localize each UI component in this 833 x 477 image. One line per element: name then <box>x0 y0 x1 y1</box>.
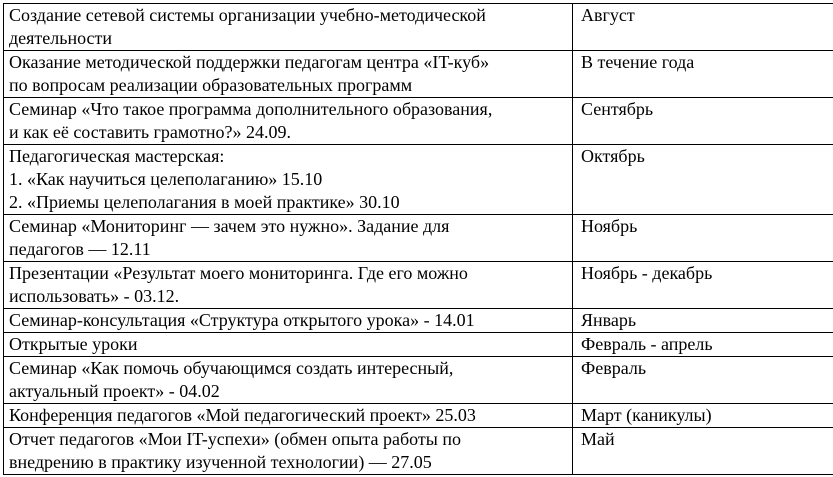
date-cell: Август <box>573 4 833 51</box>
date-cell: Февраль <box>573 357 833 404</box>
table-row <box>4 404 833 428</box>
event-cell: Семинар «Что такое программа дополнительного образования, и как её составить грамотно?» 24.09. <box>4 98 573 145</box>
table-row <box>4 4 833 51</box>
table-row <box>4 309 833 333</box>
event-cell: Создание сетевой системы организации учебно-методической деятельности <box>4 4 573 51</box>
table-row <box>4 333 833 357</box>
event-cell: Семинар «Мониторинг — зачем это нужно». Задание для педагогов — 12.11 <box>4 215 573 262</box>
date-cell: Сентябрь <box>573 98 833 145</box>
date-cell: Ноябрь <box>573 215 833 262</box>
date-cell: Октябрь <box>573 145 833 215</box>
event-cell: Педагогическая мастерская: 1. «Как научиться целеполаганию» 15.10 2. «Приемы целеполагания в моей практике» 30.10 <box>4 145 573 215</box>
event-cell: Семинар «Как помочь обучающимся создать интересный, актуальный проект» - 04.02 <box>4 357 573 404</box>
date-cell: Январь <box>573 309 833 333</box>
event-cell: Открытые уроки <box>4 333 573 357</box>
event-cell: Оказание методической поддержки педагогам центра «IT-куб» по вопросам реализации образовательных программ <box>4 51 573 98</box>
event-cell: Презентации «Результат моего мониторинга. Где его можно использовать» - 03.12. <box>4 262 573 309</box>
date-cell: Май <box>573 428 833 475</box>
table-row <box>4 357 833 404</box>
date-cell: Ноябрь - декабрь <box>573 262 833 309</box>
table-row <box>4 51 833 98</box>
date-cell: Март (каникулы) <box>573 404 833 428</box>
schedule-table <box>3 3 833 475</box>
date-cell: В течение года <box>573 51 833 98</box>
event-cell: Семинар-консультация «Структура открытого урока» - 14.01 <box>4 309 573 333</box>
table-row <box>4 98 833 145</box>
date-cell: Февраль - апрель <box>573 333 833 357</box>
event-cell: Конференция педагогов «Мой педагогический проект» 25.03 <box>4 404 573 428</box>
table-row <box>4 262 833 309</box>
table-row <box>4 428 833 475</box>
table-row <box>4 145 833 215</box>
event-cell: Отчет педагогов «Мои IT-успехи» (обмен опыта работы по внедрению в практику изученной технологии) — 27.05 <box>4 428 573 475</box>
table-row <box>4 215 833 262</box>
